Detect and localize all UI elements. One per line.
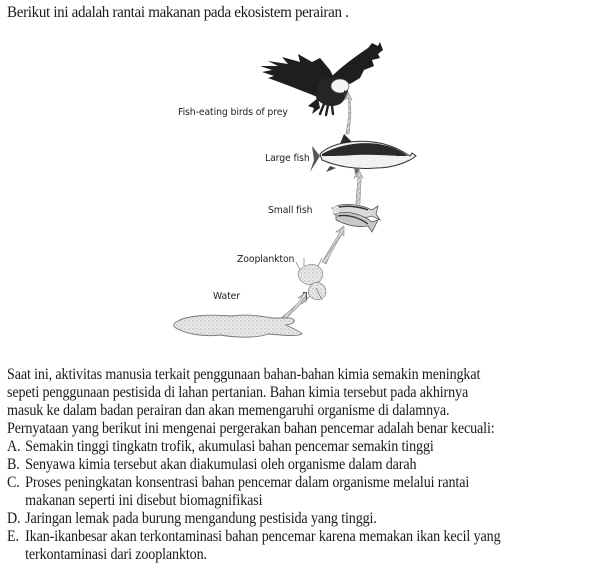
arrow-fish-to-bird [344,92,352,134]
option-e[interactable] [7,528,501,546]
intro-text: Berikut ini adalah rantai makanan pada ekosistem perairan . [7,3,349,21]
label-small-fish: Small fish [268,205,313,216]
label-large-fish: Large fish [265,153,310,164]
eagle-illustration [260,42,383,115]
label-birds-of-prey: Fish-eating birds of prey [178,107,288,118]
large-fish-illustration [310,134,416,176]
option-text: Senyawa kimia tersebut akan diakumulasi oleh organisme dalam darah [25,456,417,473]
option-c[interactable] [7,474,469,492]
question-stem: Pernyataan yang berikut ini mengenai pergerakan bahan pencemar adalah benar kecuali: [7,420,495,437]
option-letter: B. [7,456,20,473]
option-letter: E. [7,528,19,545]
passage-line: masuk ke dalam badan perairan dan akan memengaruhi organisme di dalamnya. [7,402,450,419]
label-water: Water [213,291,240,302]
option-b[interactable] [7,456,416,474]
arrow-zooplankton-to-smallfish [322,226,344,264]
option-letter: A. [7,438,21,455]
label-zooplankton: Zooplankton [237,254,295,265]
option-text: Jaringan lemak pada burung mengandung pestisida yang tinggi. [25,510,377,527]
option-text: Ikan-ikanbesar akan terkontaminasi bahan pencemar karena memakan ikan kecil yang [25,528,501,545]
water-puddle-illustration [174,315,302,337]
option-d[interactable] [7,510,377,528]
option-text: Proses peningkatan konsentrasi bahan pencemar dalam organisme melalui rantai [25,474,470,491]
small-fish-illustration [332,204,380,232]
passage-line: sepeti penggunaan pestisida di lahan pertanian. Bahan kimia tersebut pada akhirnya [7,384,469,401]
passage-line: Saat ini, aktivitas manusia terkait penggunaan bahan-bahan kimia semakin meningkat [7,366,481,383]
arrow-smallfish-to-largefish [354,170,363,204]
option-text: Semakin tinggi tingkatn trofik, akumulasi bahan pencemar semakin tinggi [25,438,434,455]
option-a[interactable] [7,438,434,456]
option-letter: C. [7,474,20,491]
option-e-continuation: terkontaminasi dari zooplankton. [25,546,207,563]
option-letter: D. [7,510,21,527]
option-c-continuation: makanan seperti ini disebut biomagnifikasi [25,492,263,509]
